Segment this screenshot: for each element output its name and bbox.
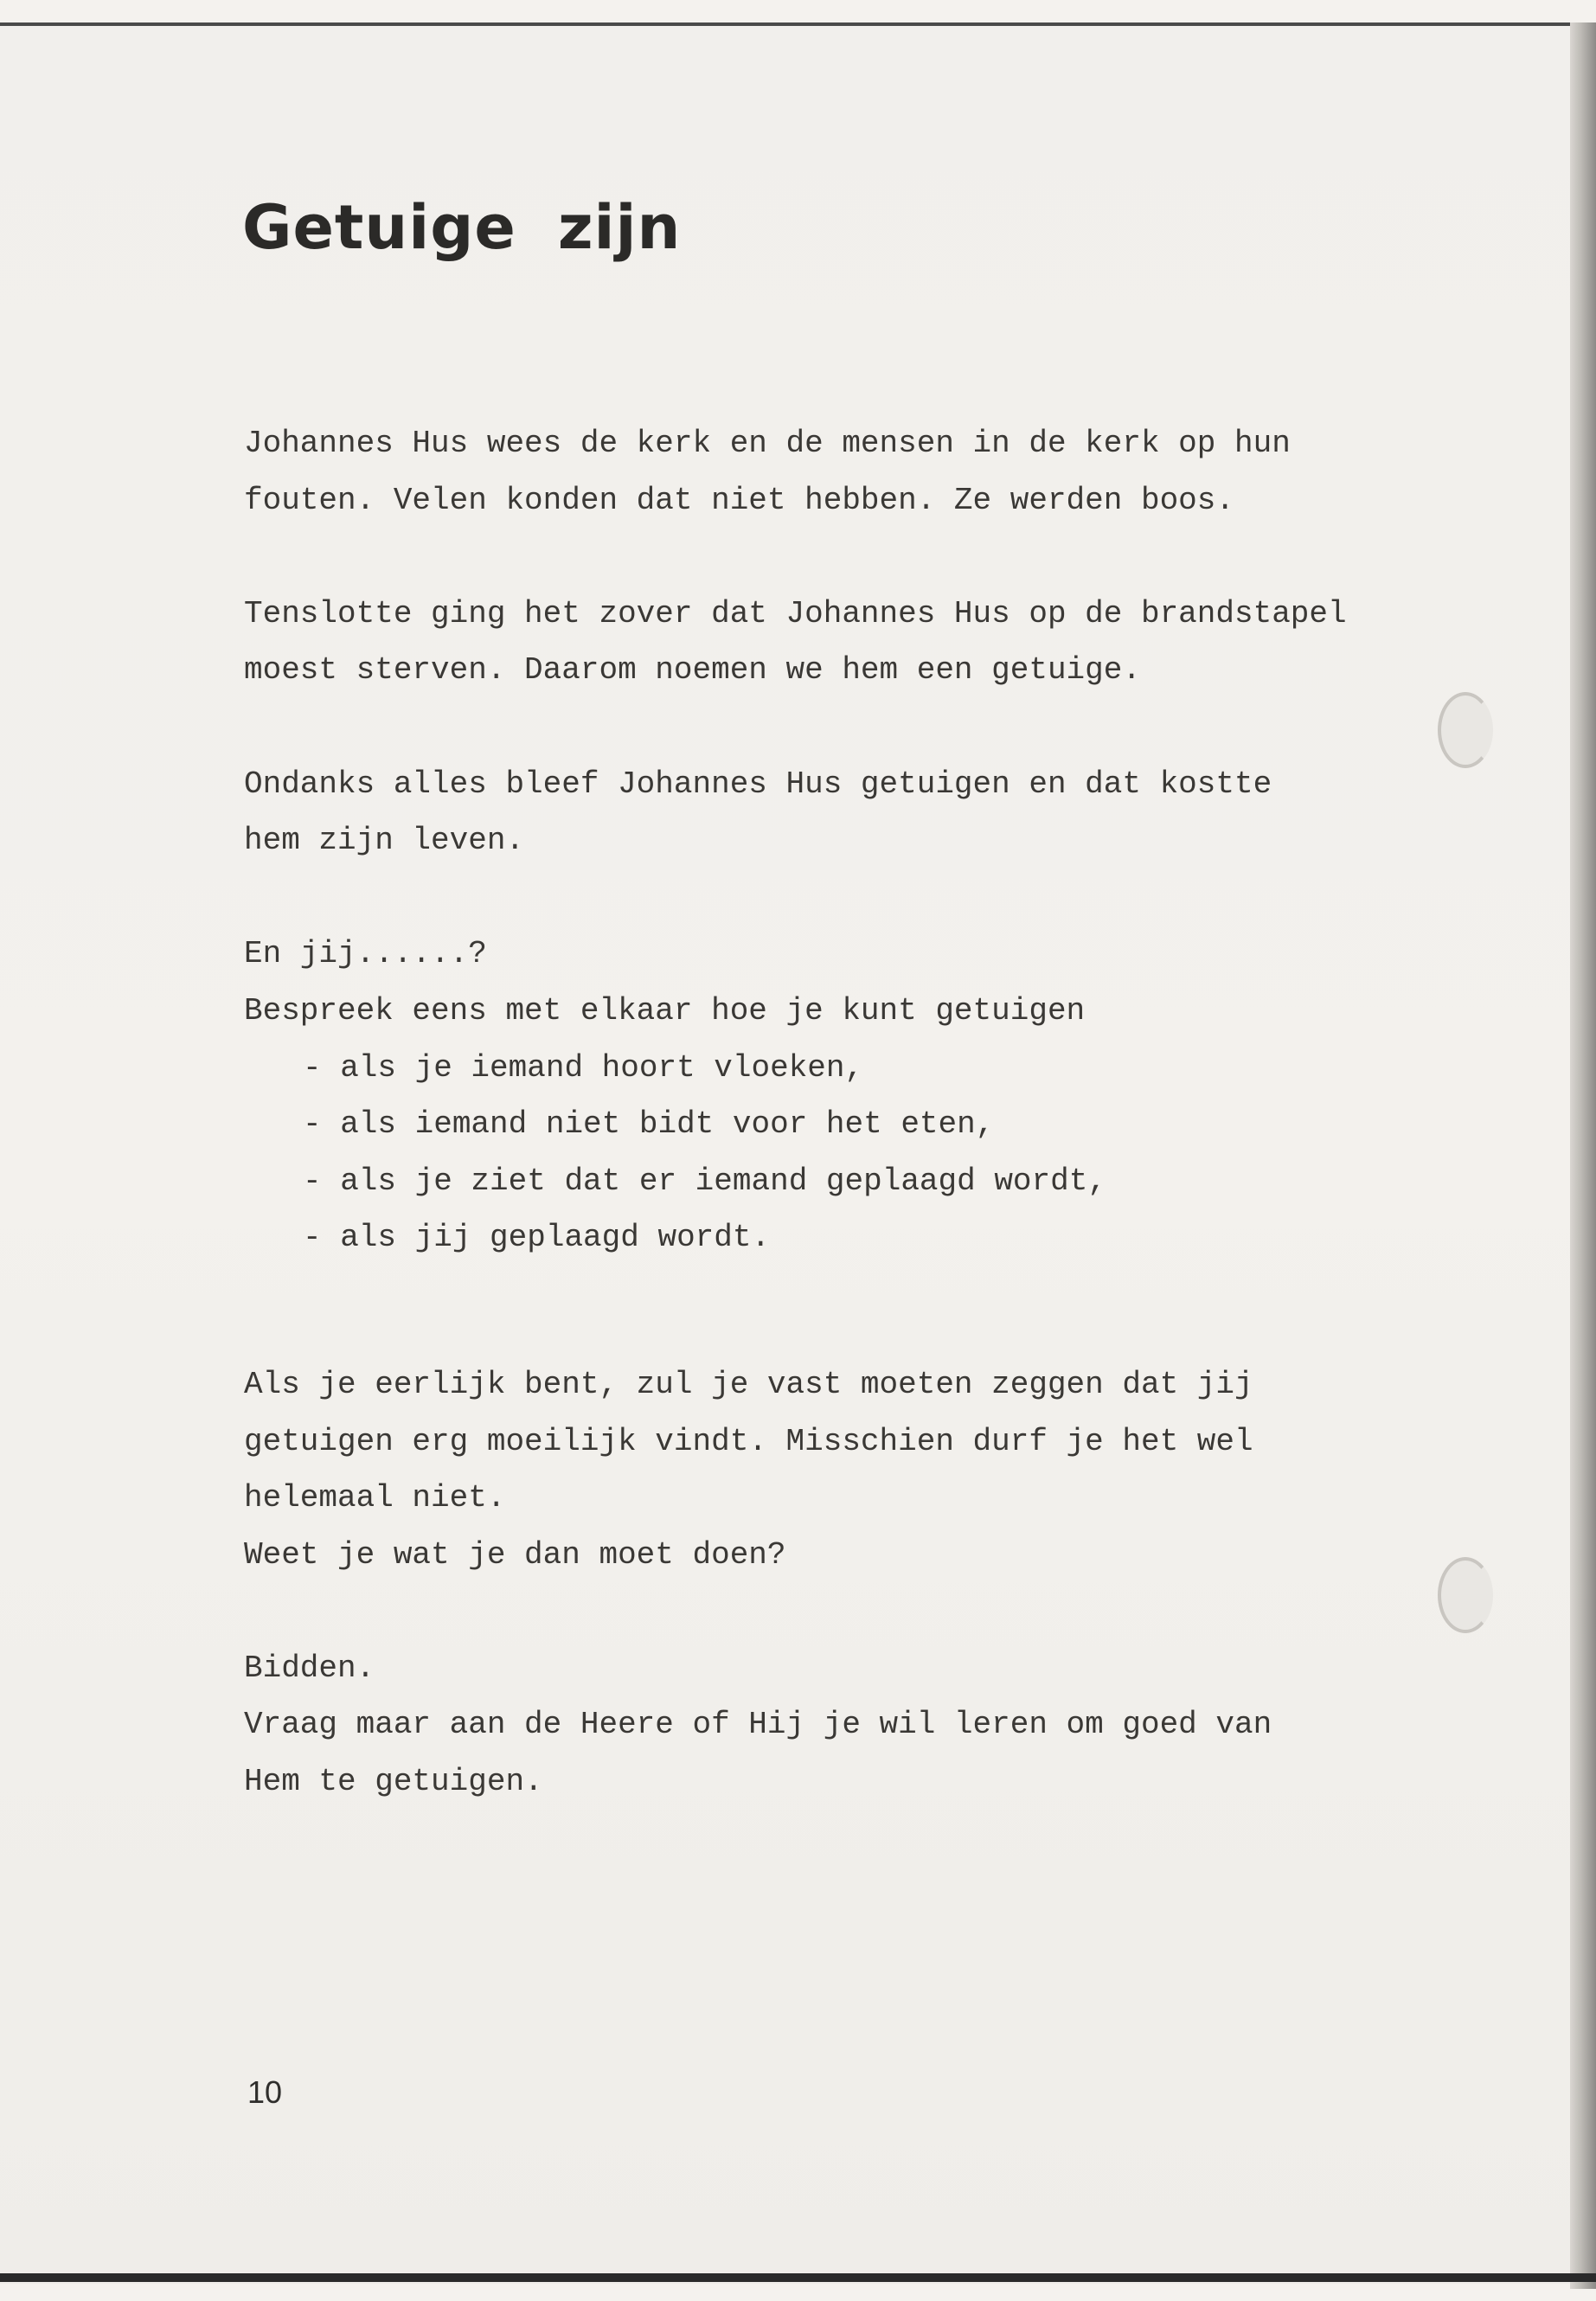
- text-line: Hem te getuigen.: [244, 1764, 543, 1800]
- binder-hole-bottom: [1438, 1557, 1493, 1633]
- closing-paragraph: [244, 1356, 1394, 1583]
- paragraph-3: [244, 756, 1394, 869]
- text-line: moest sterven. Daarom noemen we hem een getuige.: [244, 652, 1141, 689]
- text-line: Tenslotte ging het zover dat Johannes Hus op de brandstapel: [244, 595, 1347, 631]
- page-number: 10: [247, 2074, 283, 2110]
- text-line: Johannes Hus wees de kerk en de mensen in de kerk op hun: [244, 426, 1291, 461]
- question-block: [244, 926, 1394, 1266]
- page-edge-right: [1570, 22, 1596, 2289]
- text-line: Ondanks alles bleef Johannes Hus getuigen en dat kostte: [244, 766, 1272, 802]
- page-edge-bottom: [0, 2273, 1596, 2282]
- text-line: Weet je wat je dan moet doen?: [244, 1536, 786, 1573]
- paragraph-1: [244, 415, 1394, 529]
- final-paragraph: [244, 1640, 1394, 1811]
- text-line: Vraag maar aan de Heere of Hij je wil leren om goed van: [244, 1707, 1272, 1743]
- body-text: [244, 415, 1394, 1811]
- title-word-1: Getuige: [242, 192, 516, 263]
- list-item: - als je iemand hoort vloeken,: [303, 1049, 864, 1086]
- text-line: helemaal niet.: [244, 1480, 506, 1516]
- question-lead: En jij......?: [244, 936, 487, 972]
- binder-hole-top: [1438, 692, 1493, 768]
- list-item: - als iemand niet bidt voor het eten,: [303, 1106, 995, 1143]
- text-line: hem zijn leven.: [244, 823, 525, 859]
- text-line: Bidden.: [244, 1650, 375, 1686]
- list-item: - als je ziet dat er iemand geplaagd wordt,: [303, 1163, 1106, 1199]
- title-word-2: zijn: [557, 192, 682, 263]
- paragraph-2: [244, 586, 1394, 699]
- text-line: Als je eerlijk bent, zul je vast moeten zeggen dat jij: [244, 1366, 1253, 1402]
- page-title: [242, 192, 681, 263]
- list-item: - als jij geplaagd wordt.: [303, 1220, 771, 1256]
- text-line: getuigen erg moeilijk vindt. Misschien durf je het wel: [244, 1423, 1253, 1459]
- question-intro: Bespreek eens met elkaar hoe je kunt getuigen: [244, 992, 1086, 1029]
- text-line: fouten. Velen konden dat niet hebben. Ze werden boos.: [244, 482, 1234, 518]
